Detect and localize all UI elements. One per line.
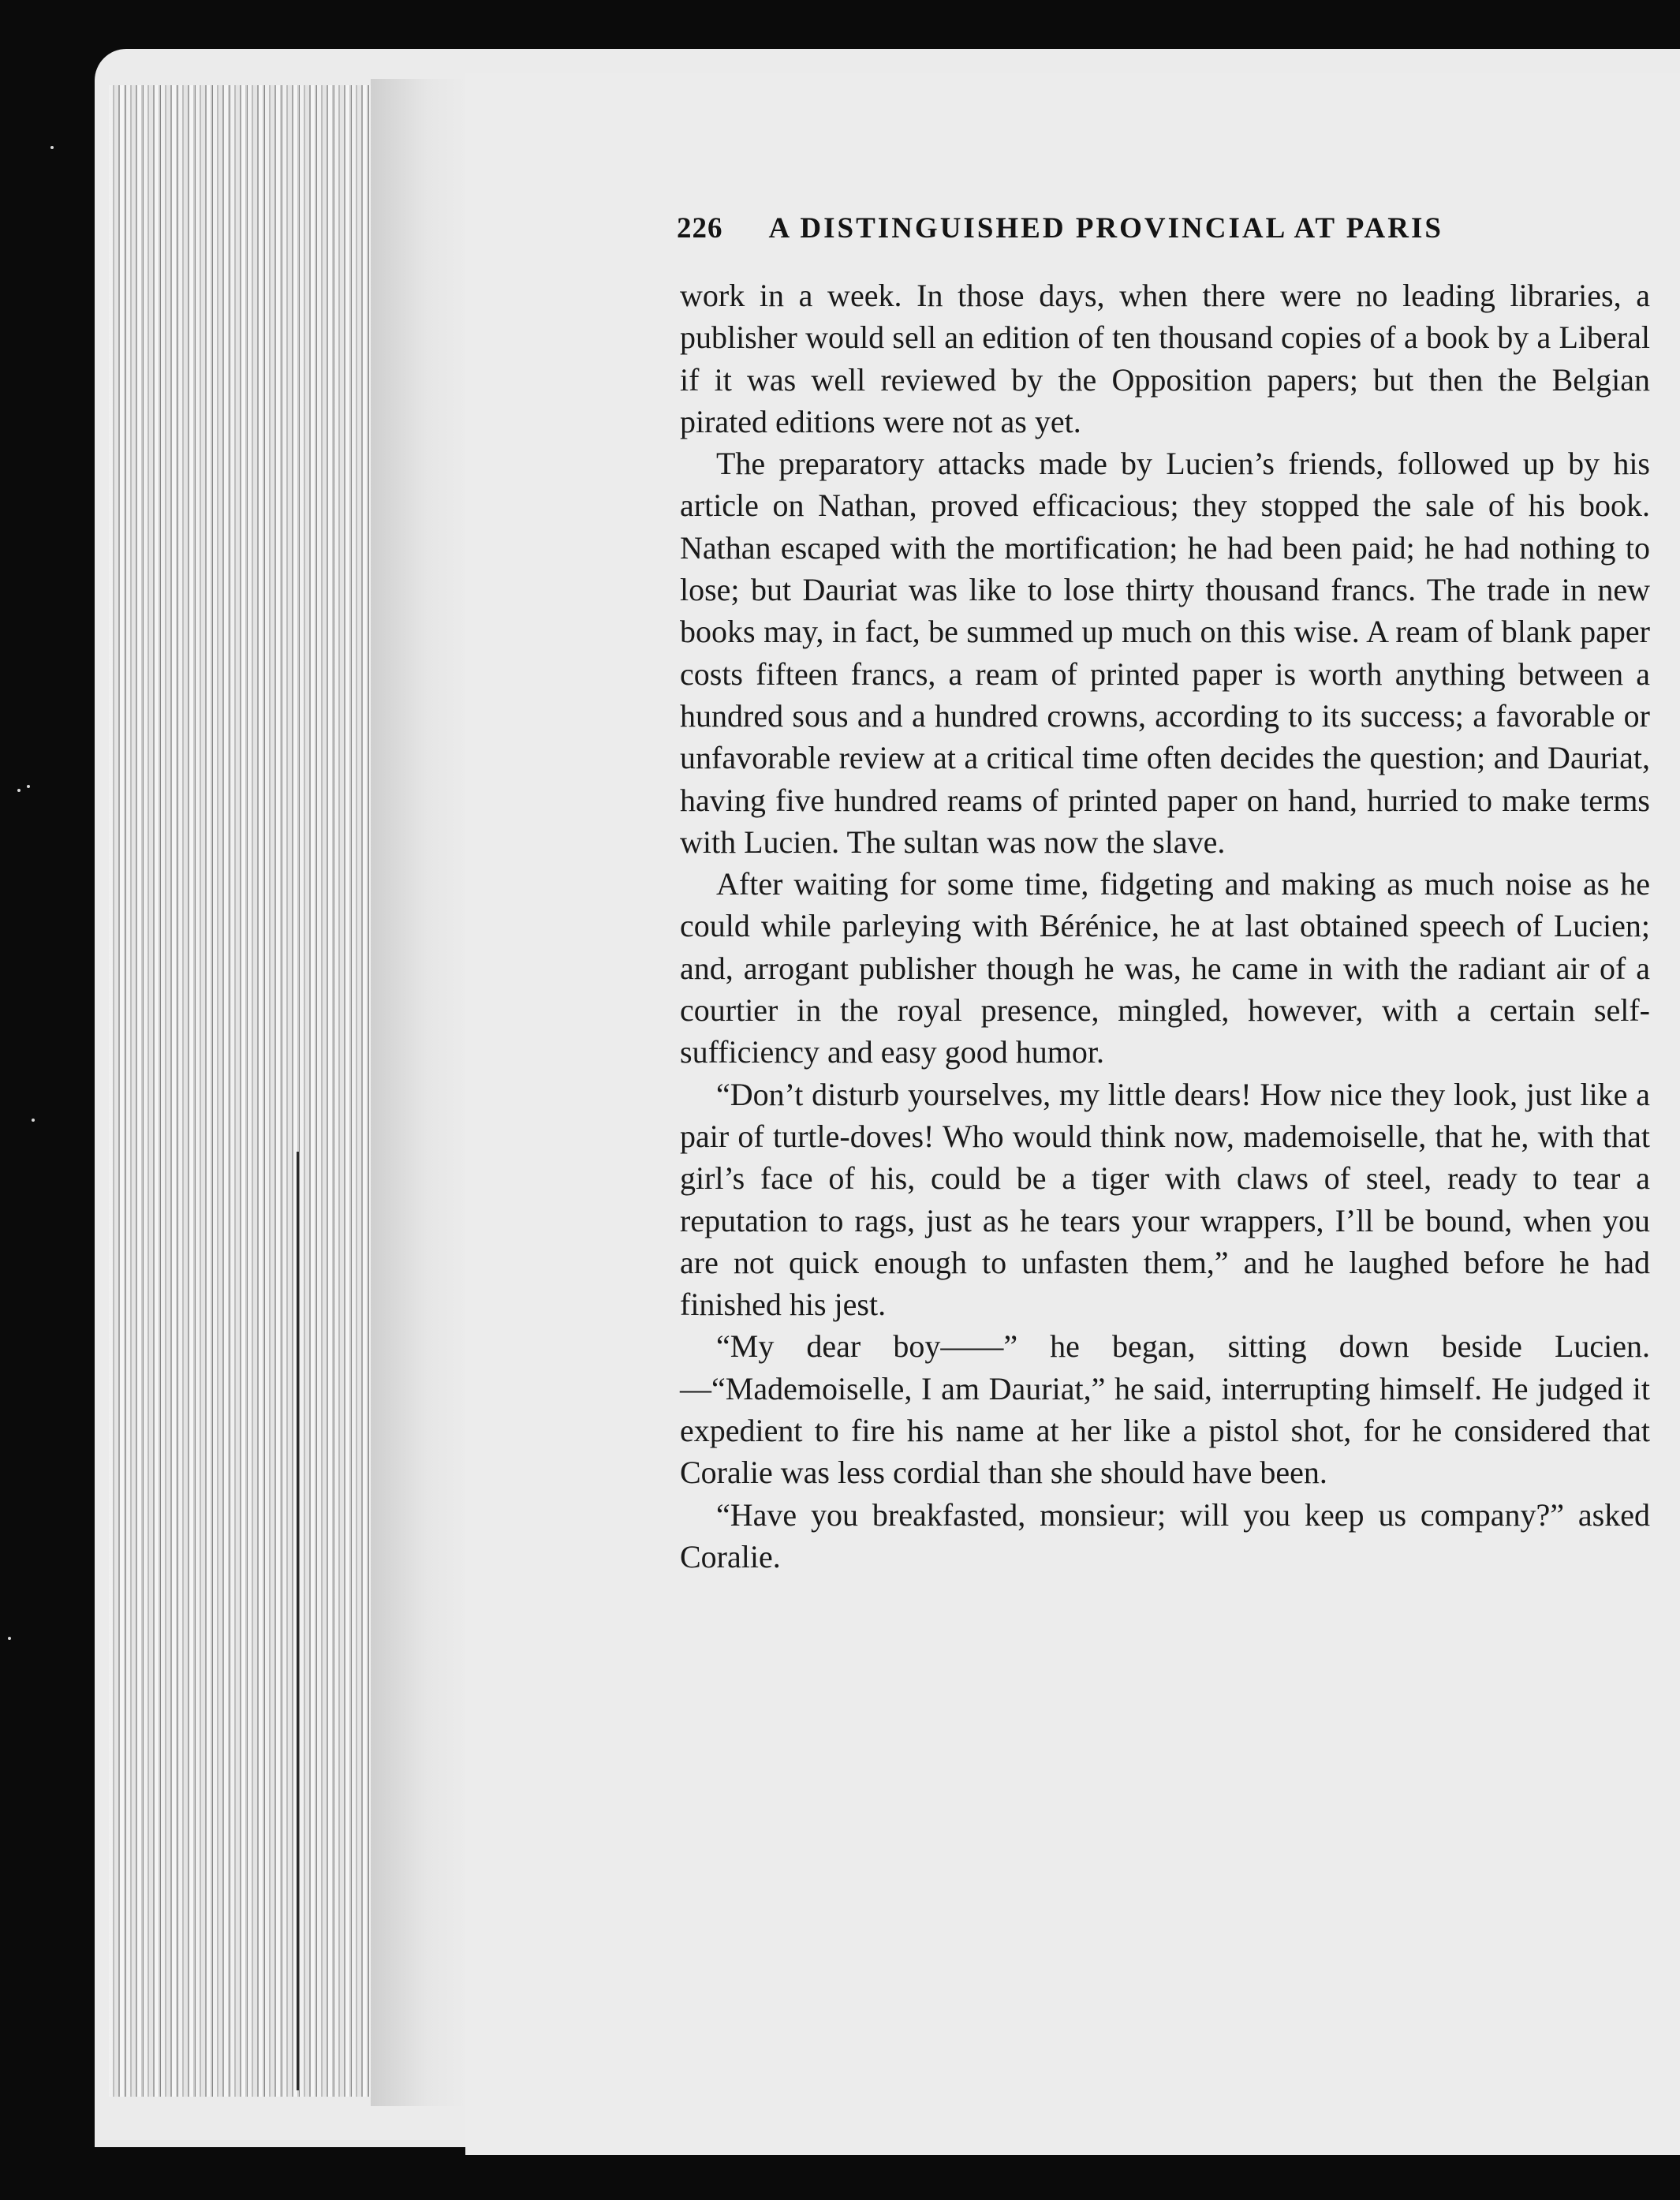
paragraph: “Don’t disturb yourselves, my little dears! How nice they look, just like a pair of turtle-doves! Who would think now, mademoiselle, that he, with that girl’s face of his, could be a tiger with claws of steel, ready to tear a reputation to rags, just as he tears your wrappers, I’ll be bound, when you are not quick enough to unfasten them,” and he laughed before he had finished his jest. <box>680 1076 1650 1323</box>
paragraph: “My dear boy——” he began, sitting down beside Lucien. —“Mademoiselle, I am Dauriat,” he said, interrupting himself. He judged it expedient to fire his name at her like a pistol shot, for he considered that Coralie was less cordial than she should have been. <box>680 1328 1650 1491</box>
paragraph: After waiting for some time, fidgeting and making as much noise as he could while parleying with Bérénice, he at last obtained speech of Lucien; and, arrogant publisher though he was, he came in with the radiant air of a courtier in the royal presence, mingled, however, with a certain self-sufficiency and easy good humor. <box>680 866 1650 1070</box>
page-edge-shadow-line <box>297 1152 299 2090</box>
scan-speck <box>32 1119 35 1122</box>
paragraph: “Have you breakfasted, monsieur; will you keep us company?” asked Coralie. <box>680 1496 1650 1574</box>
scan-speck <box>50 146 54 149</box>
page-number: 226 <box>677 212 723 245</box>
page-edges <box>109 85 386 2097</box>
gutter-shadow <box>371 79 465 2106</box>
body-text <box>680 275 1650 1578</box>
running-head <box>677 211 1544 245</box>
paragraph: The preparatory attacks made by Lucien’s friends, followed up by his article on Nathan, proved efficacious; they stopped the sale of his book. Nathan escaped with the mortification; he had been paid; he had nothing to lose; but Dauriat was like to lose thirty thousand francs. The trade in new books may, in fact, be summed up much on this wise. A ream of blank paper costs fifteen francs, a ream of printed paper is worth anything between a hundred sous and a hundred crowns, according to its success; a favorable or unfavorable review at a critical time often decides the question; and Dauriat, having five hundred reams of printed paper on hand, hurried to make terms with Lucien. The sultan was now the slave. <box>680 446 1650 860</box>
scan-speck <box>27 785 30 788</box>
paragraph: work in a week. In those days, when there were no leading libraries, a publisher would sell an edition of ten thousand copies of a book by a Liberal if it was well reviewed by the Opposition papers; but then the Belgian pirated editions were not as yet. <box>680 278 1650 439</box>
scan-speck <box>8 1637 11 1640</box>
scan-speck <box>17 789 21 792</box>
running-title: A DISTINGUISHED PROVINCIAL AT PARIS <box>768 212 1443 245</box>
